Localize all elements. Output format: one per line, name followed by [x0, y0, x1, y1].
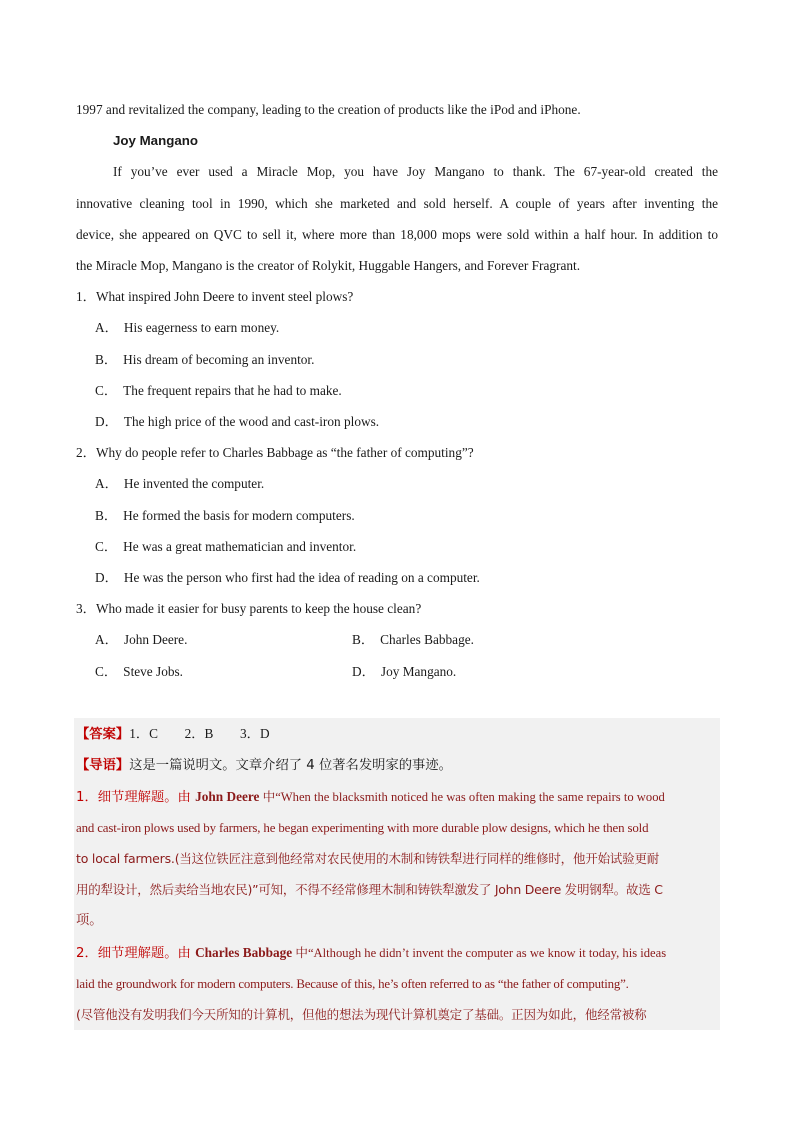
option-a: [95, 475, 264, 493]
option-letter: A．: [95, 320, 118, 335]
option-text: The high price of the wood and cast-iron plows.: [123, 414, 380, 429]
inventor-name: John Deere: [195, 789, 260, 804]
passage-line: device, she appeared on QVC to sell it, where more than 18,000 mops were sold within a half hour. In addition to: [76, 227, 718, 242]
option-text: Joy Mangano.: [380, 664, 457, 679]
explanation-q2-line: [76, 944, 718, 963]
explanation-q2-line: (尽管他没有发明我们今天所知的计算机，但他的想法为现代计算机奠定了基础。正因为如此，他经常被称: [76, 1007, 647, 1022]
option-a: [95, 319, 279, 337]
section-title: Joy Mangano: [113, 133, 198, 148]
explanation-q1-line: 用的犁设计，然后卖给当地农民)”可知，不得不经常修理木制和铸铁犁激发了 John Deere 发明钢犁。故选 C: [76, 882, 663, 897]
option-b: [95, 351, 314, 369]
passage-line: innovative cleaning tool in 1990, which she marketed and sold herself. A couple of years after inventing the: [76, 196, 718, 211]
option-letter: B．: [95, 352, 118, 367]
option-a: [95, 631, 187, 649]
explanation-q1-line: 项。: [76, 913, 103, 928]
guide-line: [76, 757, 718, 775]
option-letter: C．: [95, 383, 118, 398]
option-text: His dream of becoming an inventor.: [123, 352, 315, 367]
question-stem: 1．What inspired John Deere to invent steel plows?: [76, 289, 354, 304]
explanation-q1-line: to local farmers.(当这位铁匠注意到他经常对农民使用的木制和铸铁犁进行同样的维修时，他开始试验更耐: [76, 851, 660, 866]
answer-tag: 【答案】: [76, 727, 130, 742]
option-text: He was the person who first had the idea of reading on a computer.: [123, 570, 480, 585]
option-letter: D．: [95, 570, 118, 585]
option-letter: D．: [352, 664, 375, 679]
answer-line: [76, 725, 718, 744]
passage-line: If you’ve ever used a Miracle Mop, you have Joy Mangano to thank. The 67-year-old created the: [113, 164, 718, 179]
explanation-q2-line: laid the groundwork for modern computers. Because of this, he’s often referred to as “the father of computing”.: [76, 977, 629, 991]
explanation-q1-line: and cast-iron plows used by farmers, he began experimenting with more durable plow designs, which he then sold: [76, 821, 649, 835]
explanation-prefix: 2．细节理解题。由: [76, 946, 196, 961]
option-c: [95, 663, 183, 681]
explanation-q1-line: [76, 788, 718, 807]
option-letter: C．: [95, 664, 118, 679]
quote-text: 中“When the blacksmith noticed he was often making the same repairs to wood: [259, 790, 665, 804]
option-letter: C．: [95, 539, 118, 554]
passage-line: 1997 and revitalized the company, leading to the creation of products like the iPod and iPhone.: [76, 102, 581, 117]
option-text: He invented the computer.: [123, 476, 265, 491]
option-text: His eagerness to earn money.: [123, 320, 280, 335]
option-letter: D．: [95, 414, 118, 429]
option-text: Steve Jobs.: [123, 664, 184, 679]
option-text: He was a great mathematician and inventor.: [123, 539, 357, 554]
option-text: He formed the basis for modern computers.: [123, 508, 355, 523]
option-text: John Deere.: [123, 632, 188, 647]
guide-tag: 【导语】: [76, 758, 130, 773]
quote-text: 中“Although he didn’t invent the computer as we know it today, his ideas: [292, 946, 667, 960]
answer-text: 1．C 2．B 3．D: [129, 726, 270, 741]
option-d: [352, 663, 456, 681]
passage-line: the Miracle Mop, Mangano is the creator of Rolykit, Huggable Hangers, and Forever Fragrant.: [76, 258, 581, 273]
option-c: [95, 382, 342, 400]
option-d: [95, 413, 379, 431]
guide-text: 这是一篇说明文。文章介绍了 4 位著名发明家的事迹。: [129, 758, 452, 773]
explanation-prefix: 1．细节理解题。由: [76, 790, 196, 805]
inventor-name: Charles Babbage: [195, 945, 293, 960]
option-letter: B．: [95, 508, 118, 523]
option-letter: B．: [352, 632, 375, 647]
option-d: [95, 569, 480, 587]
question-stem: 3．Who made it easier for busy parents to keep the house clean?: [76, 601, 422, 616]
option-text: Charles Babbage.: [380, 632, 474, 647]
option-c: [95, 538, 356, 556]
question-stem: 2．Why do people refer to Charles Babbage as “the father of computing”?: [76, 445, 474, 460]
option-text: The frequent repairs that he had to make.: [123, 383, 342, 398]
option-b: [95, 507, 355, 525]
option-letter: A．: [95, 476, 118, 491]
option-letter: A．: [95, 632, 118, 647]
option-b: [352, 631, 474, 649]
